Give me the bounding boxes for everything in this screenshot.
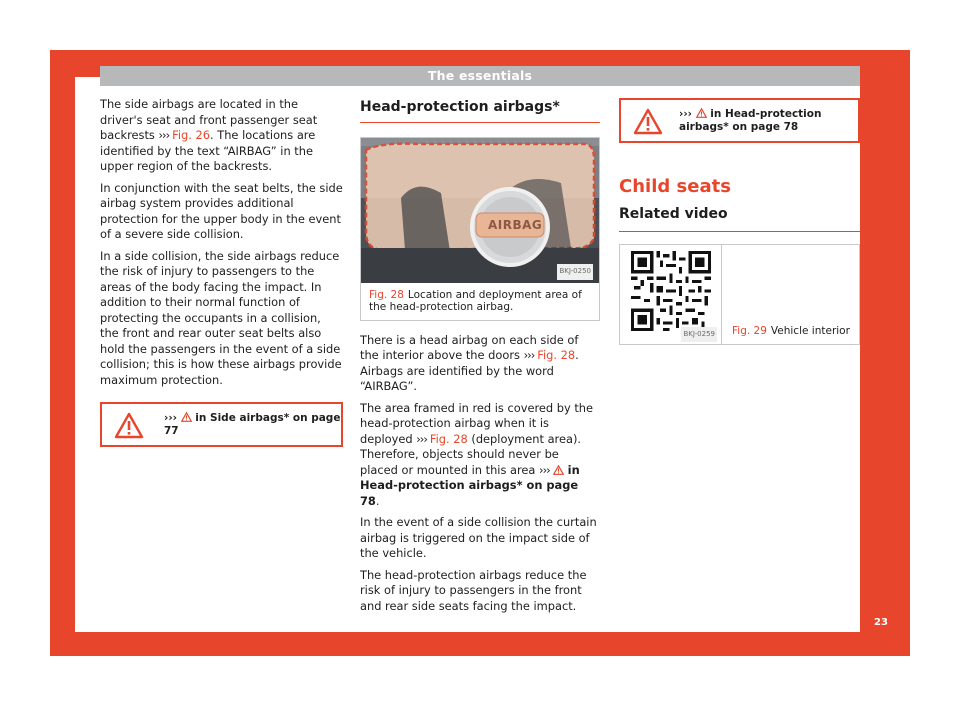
warning-link[interactable]: in Head-protection airbags* on page 78 <box>679 107 822 133</box>
figure-caption: Fig. 28 Location and deployment area of the head-protection airbag. <box>369 288 582 313</box>
section-heading: Head-protection airbags* <box>360 100 600 123</box>
column-child-seats <box>619 97 860 345</box>
paragraph: The area framed in red is covered by the head-protection airbag when it is deployed ››› Fig. 28 (deployment area). Therefore, objects should never be placed or mounted in this area ››› in Head-protection airbags* on page 78. <box>360 400 594 508</box>
cross-ref-arrow: ››› <box>539 462 550 477</box>
cross-ref-arrow: ››› <box>416 431 427 446</box>
paragraph: In the event of a side collision the curtain airbag is triggered on the impact side of the vehicle. <box>360 515 597 560</box>
column-side-airbags <box>100 97 343 447</box>
page-number: 23 <box>874 617 888 628</box>
warning-box[interactable] <box>619 98 860 143</box>
fig-26-link[interactable]: Fig. 26 <box>172 128 211 142</box>
column-head-protection <box>360 97 600 620</box>
airbag-illustration <box>361 138 599 283</box>
paragraph: The side airbags are located in the driver's seat and front passenger seat backrests ››› Fig. 26. The locations are identified by the text “AIRBAG” in the upper region of the backrests. <box>100 97 318 173</box>
warning-small-icon <box>181 412 192 422</box>
figure-label: Fig. 28 <box>369 288 404 301</box>
cross-ref-arrow: ››› <box>164 411 177 424</box>
figure-code: BKJ-0259 <box>681 327 717 343</box>
figure-29[interactable] <box>619 244 860 345</box>
figure-code: BKJ-0250 <box>557 264 593 280</box>
warning-link[interactable]: in Side airbags* on page 77 <box>164 411 341 437</box>
warning-box[interactable] <box>100 402 343 447</box>
chapter-title: Child seats <box>619 176 731 197</box>
figure-28 <box>360 137 600 321</box>
qr-code-icon <box>626 251 716 331</box>
figure-caption: Fig. 29 Vehicle interior <box>732 324 850 337</box>
cross-ref-arrow: ››› <box>523 348 535 362</box>
figure-label: Fig. 29 <box>732 324 767 337</box>
airbag-interior-image <box>361 138 599 283</box>
paragraph: There is a head airbag on each side of the interior above the doors ››› Fig. 28. Airbags are identified by the word “AIRBAG”. <box>360 332 579 393</box>
fig-28-link[interactable]: Fig. 28 <box>429 431 468 446</box>
airbag-badge-label: AIRBAG <box>488 217 543 232</box>
section-heading: Related video <box>619 207 860 233</box>
warning-triangle-icon <box>633 108 663 135</box>
cross-ref-arrow: ››› <box>679 107 692 120</box>
warning-triangle-icon <box>114 412 144 439</box>
paragraph: The head-protection airbags reduce the risk of injury to passengers in the front and rear side seats facing the impact. <box>360 567 587 613</box>
warning-small-icon <box>696 108 707 118</box>
warning-small-icon <box>553 465 564 475</box>
cross-ref-arrow: ››› <box>158 128 170 142</box>
paragraph: In a side collision, the side airbags reduce the risk of injury to passengers to the areas of the body facing the impact. In addition to their normal function of protecting the occupants in a collision, the front and rear outer seat belts also hold the passengers in the event of a side collision; this is how these airbags provide maximum protection. <box>100 248 342 387</box>
warning-link[interactable]: in Head-protection airbags* on page 78 <box>360 462 580 508</box>
fig-28-link[interactable]: Fig. 28 <box>537 348 576 362</box>
qr-container <box>620 245 722 344</box>
paragraph: In conjunction with the seat belts, the side airbag system provides additional protection for the upper body in the event of a severe side collision. <box>100 180 343 241</box>
section-header: The essentials <box>100 66 860 86</box>
